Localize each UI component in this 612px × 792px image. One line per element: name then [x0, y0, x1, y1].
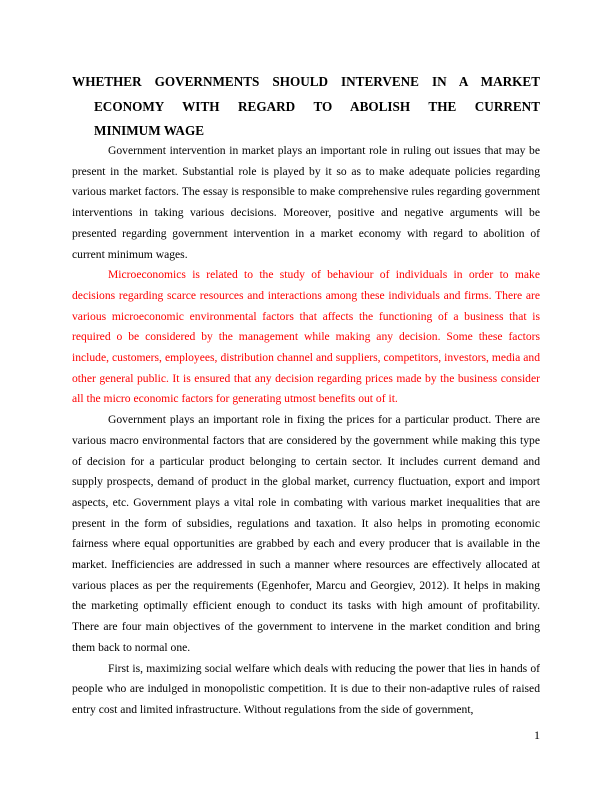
page-number: 1 [534, 728, 540, 742]
document-body [72, 141, 540, 721]
title-line-1: WHETHER GOVERNMENTS SHOULD INTERVENE IN A MARKET [72, 74, 540, 89]
title-line-2: ECONOMY WITH REGARD TO ABOLISH THE CURRENT [94, 98, 540, 114]
paragraph-social-welfare: First is, maximizing social welfare which deals with reducing the power that lies in hands of people who are indulged in monopolistic competition. It is due to their non-adaptive rules of raised entry cost and limited infrastructure. Without regulations from the side of government, [72, 661, 540, 716]
title-line-3: MINIMUM WAGE [94, 123, 205, 138]
paragraph-intro: Government intervention in market plays an important role in ruling out issues that may be present in the market. Substantial role is played by it so as to make adequate policies regarding various market factors. The essay is responsible to make comprehensive rules regarding government interventions in taking various decisions. Moreover, positive and negative arguments will be presented regarding government intervention in a market economy with regard to abolition of current minimum wages. [72, 144, 540, 261]
paragraph-microeconomics-highlighted: Microeconomics is related to the study of behaviour of individuals in order to make decisions regarding scarce resources and interactions among these individuals and firms. There are various microeconomic environmental factors that affects the functioning of a business that is required o be considered by the management while making any decision. Some these factors include, customers, employees, distribution channel and suppliers, competitors, investors, media and other general public. It is ensured that any decision regarding prices made by the business consider all the micro economic factors for generating utmost benefits out of it. [72, 268, 540, 406]
paragraph-government-prices: Government plays an important role in fixing the prices for a particular product. There are various macro environmental factors that are considered by the government while making this type of decision for a particular product belonging to certain sector. It includes current demand and supply prospects, demand of product in the global market, currency fluctuation, export and import aspects, etc. Government plays a vital role in combating with various market inequalities that are present in the form of subsidies, regulations and taxation. It also helps in promoting economic fairness where equal opportunities are grabbed by each and every producer that is available in the market. Inefficiencies are addressed in such a manner where resources are effectively allocated at various places as per the requirements (Egenhofer, Marcu and Georgiev, 2012). It helps in making the marketing optimally efficient enough to conduct its tasks with high amount of profitability. There are four main objectives of the government to intervene in the market condition and bring them back to normal one. [72, 413, 540, 654]
document-title [72, 70, 540, 144]
